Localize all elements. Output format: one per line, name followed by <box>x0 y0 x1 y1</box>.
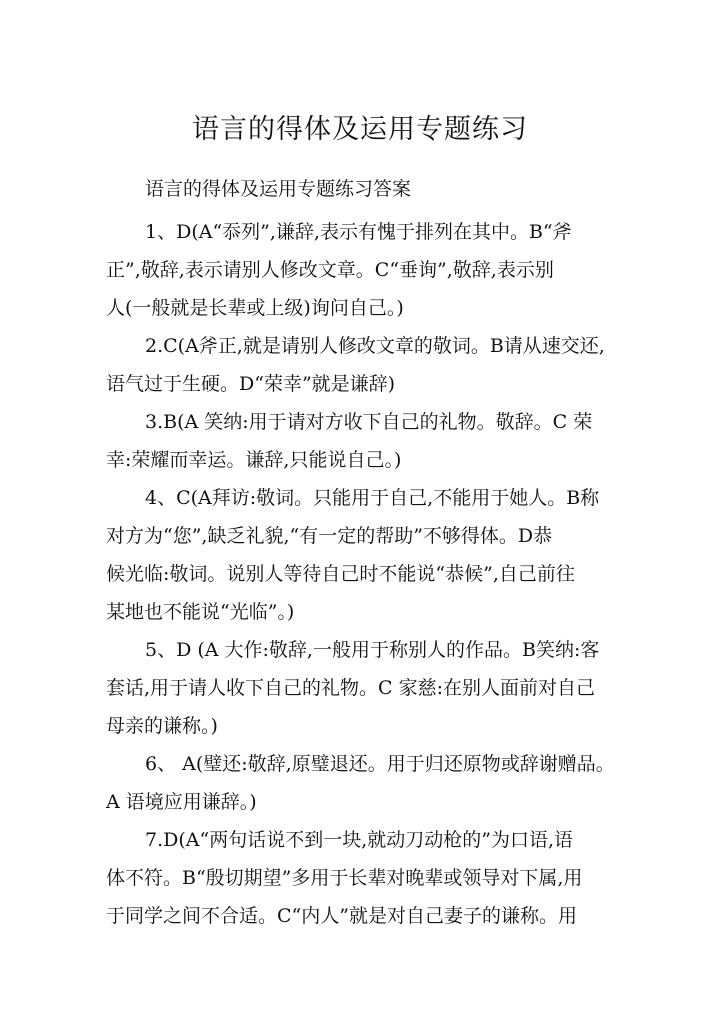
answer-2-line-2: 语气过于生硬。D“荣幸”就是谦辞) <box>106 373 396 395</box>
answer-7-line-3: 于同学之间不合适。C“内人”就是对自己妻子的谦称。用 <box>106 905 577 927</box>
answer-1-line-3: 人(一般就是长辈或上级)询问自己。) <box>106 297 404 319</box>
document-title: 语言的得体及运用专题练习 <box>192 114 528 145</box>
answer-1-line-2: 正”,敬辞,表示请别人修改文章。C“垂询”,敬辞,表示别 <box>106 259 554 281</box>
answer-7-line-2: 体不符。B“殷切期望”多用于长辈对晚辈或领导对下属,用 <box>106 867 583 889</box>
answer-3-line-1: 3.B(A 笑纳:用于请对方收下自己的礼物。敬辞。C 荣 <box>145 411 593 433</box>
answer-4-line-3: 候光临:敬词。说别人等待自己时不能说“恭候”,自己前往 <box>106 563 575 585</box>
answer-section-heading: 语言的得体及运用专题练习答案 <box>145 178 412 200</box>
answer-7-line-1: 7.D(A“两句话说不到一块,就动刀动枪的”为口语,语 <box>145 829 574 851</box>
answer-3-line-2: 幸:荣耀而幸运。谦辞,只能说自己。) <box>106 449 402 471</box>
answer-6-line-1: 6、 A(璧还:敬辞,原璧退还。用于归还原物或辞谢赠品。 <box>145 753 615 775</box>
answer-6-line-2: A 语境应用谦辞。) <box>106 791 257 813</box>
answer-4-line-4: 某地也不能说“光临”。) <box>106 601 295 623</box>
answer-4-line-2: 对方为“您”,缺乏礼貌,“有一定的帮助”不够得体。D恭 <box>106 525 553 547</box>
answer-5-line-1: 5、D (A 大作:敬辞,一般用于称别人的作品。B笑纳:客 <box>145 639 600 661</box>
answer-1-line-1: 1、D(A“忝列”,谦辞,表示有愧于排列在其中。B“斧 <box>145 221 572 243</box>
answer-2-line-1: 2.C(A斧正,就是请别人修改文章的敬词。B请从速交还, <box>145 335 605 357</box>
answer-5-line-3: 母亲的谦称。) <box>106 715 218 737</box>
answer-5-line-2: 套话,用于请人收下自己的礼物。C 家慈:在别人面前对自己 <box>106 677 596 699</box>
answer-4-line-1: 4、C(A拜访:敬词。只能用于自己,不能用于她人。B称 <box>145 487 600 509</box>
